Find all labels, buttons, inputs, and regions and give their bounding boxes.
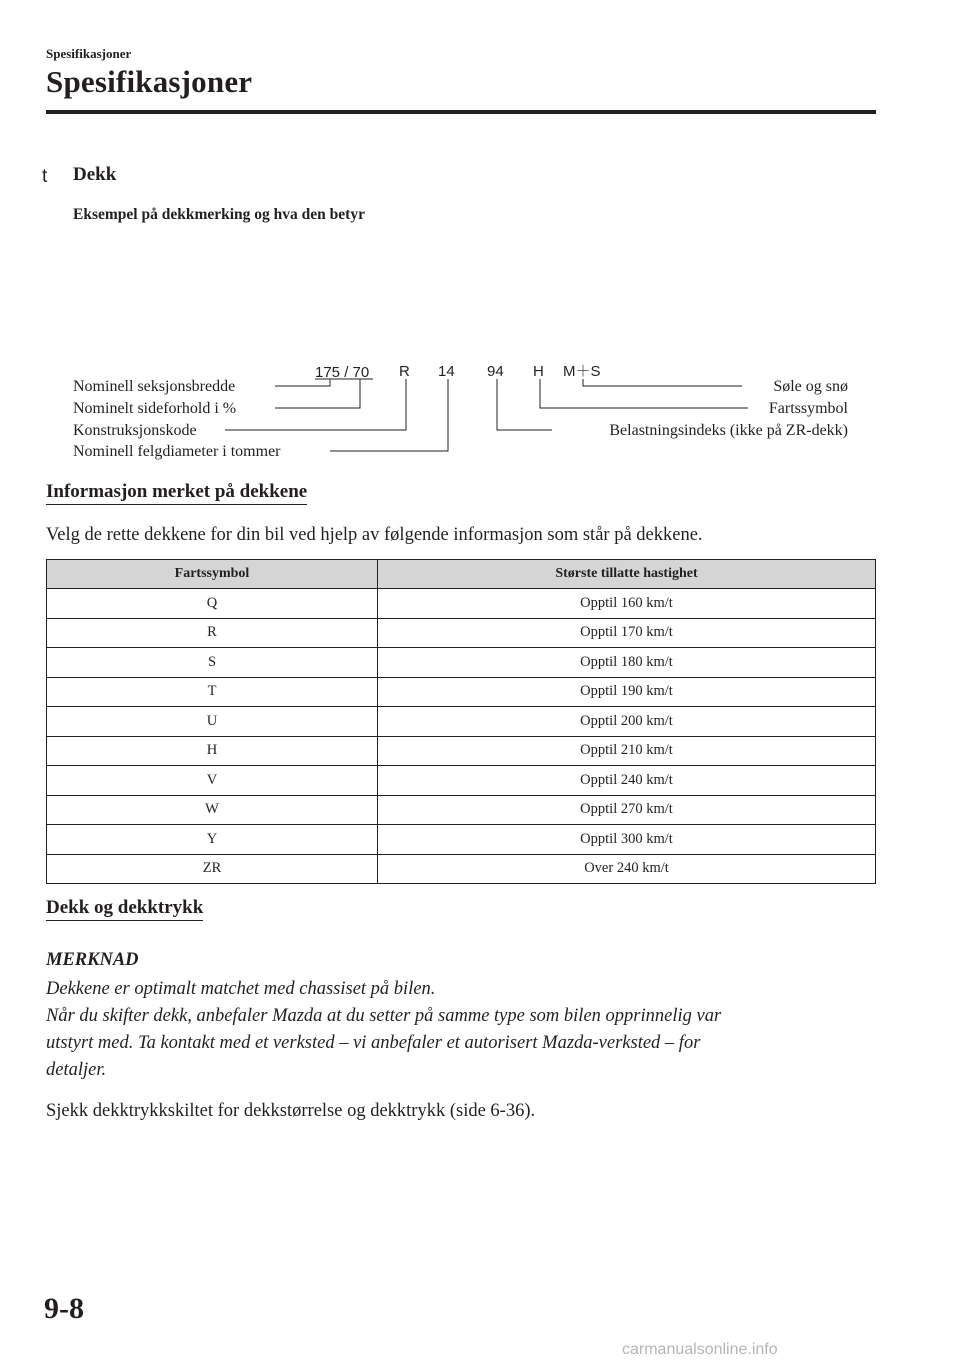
- code-speed: H: [533, 363, 544, 380]
- table-cell: Opptil 160 km/t: [378, 589, 876, 619]
- table-cell: Over 240 km/t: [378, 854, 876, 884]
- table-row: [47, 707, 876, 737]
- table-cell: U: [47, 707, 378, 737]
- note-line: utstyrt med. Ta kontakt med et verksted – vi anbefaler et autorisert Mazda-verksted – for: [46, 1033, 701, 1053]
- table-row: [47, 677, 876, 707]
- note-line: Dekkene er optimalt matchet med chassiset på bilen.: [46, 979, 436, 999]
- pressure-text: Sjekk dekktrykkskiltet for dekkstørrelse og dekktrykk (side 6-36).: [46, 1101, 536, 1121]
- note-line: Når du skifter dekk, anbefaler Mazda at du setter på samme type som bilen opprinnelig var: [46, 1006, 722, 1026]
- info-heading: Informasjon merket på dekkene: [46, 481, 307, 503]
- table-cell: R: [47, 618, 378, 648]
- diagram-subtitle: Eksempel på dekkmerking og hva den betyr: [73, 206, 365, 223]
- table-row: [47, 825, 876, 855]
- table-cell: T: [47, 677, 378, 707]
- table-cell: H: [47, 736, 378, 766]
- table-row: [47, 589, 876, 619]
- table-cell: V: [47, 766, 378, 796]
- table-cell: Opptil 200 km/t: [378, 707, 876, 737]
- code-rim: 14: [438, 363, 455, 380]
- info-intro: Velg de rette dekkene for din bil ved hjelp av følgende informasjon som står på dekkene.: [46, 525, 703, 545]
- table-cell: Opptil 300 km/t: [378, 825, 876, 855]
- label-mud-snow: Søle og snø: [773, 378, 848, 395]
- table-cell: S: [47, 648, 378, 678]
- label-load-index: Belastningsindeks (ikke på ZR-dekk): [609, 422, 848, 439]
- table-cell: Opptil 170 km/t: [378, 618, 876, 648]
- code-load: 94: [487, 363, 504, 380]
- page-number: 9-8: [44, 1292, 84, 1325]
- table-cell: Opptil 270 km/t: [378, 795, 876, 825]
- table-row: [47, 618, 876, 648]
- watermark: carmanualsonline.info: [622, 1341, 778, 1358]
- label-speed-symbol: Fartssymbol: [768, 400, 848, 417]
- table-header-row: [47, 560, 876, 589]
- label-section-width: Nominell seksjonsbredde: [73, 378, 236, 395]
- table-row: [47, 795, 876, 825]
- note-title: MERKNAD: [46, 950, 139, 970]
- table-row: [47, 766, 876, 796]
- table-row: [47, 736, 876, 766]
- note-line: detaljer.: [46, 1060, 107, 1080]
- table-cell: Opptil 180 km/t: [378, 648, 876, 678]
- table-cell: Opptil 210 km/t: [378, 736, 876, 766]
- section-bullet-icon: t: [42, 166, 48, 187]
- code-mud-snow: M＋S: [563, 363, 601, 380]
- table-cell: Q: [47, 589, 378, 619]
- column-header: Fartssymbol: [47, 560, 378, 589]
- table-cell: ZR: [47, 854, 378, 884]
- label-rim-diameter: Nominell felgdiameter i tommer: [73, 443, 281, 460]
- section-title: Dekk: [73, 164, 117, 185]
- speed-symbol-table: [46, 559, 876, 884]
- label-construction: Konstruksjonskode: [73, 422, 197, 439]
- table-cell: Opptil 240 km/t: [378, 766, 876, 796]
- page-title: Spesifikasjoner: [46, 64, 253, 99]
- tire-marking-diagram: [0, 355, 960, 465]
- label-aspect-ratio: Nominelt sideforhold i %: [73, 400, 237, 417]
- table-cell: W: [47, 795, 378, 825]
- pressure-heading: Dekk og dekktrykk: [46, 897, 203, 919]
- column-header: Største tillatte hastighet: [378, 560, 876, 589]
- code-width-ratio: 175 / 70: [315, 364, 370, 381]
- table-row: [47, 854, 876, 884]
- table-row: [47, 648, 876, 678]
- header-rule: [46, 110, 876, 114]
- running-header: Spesifikasjoner: [46, 46, 132, 61]
- table-cell: Y: [47, 825, 378, 855]
- table-cell: Opptil 190 km/t: [378, 677, 876, 707]
- code-construction: R: [399, 363, 410, 380]
